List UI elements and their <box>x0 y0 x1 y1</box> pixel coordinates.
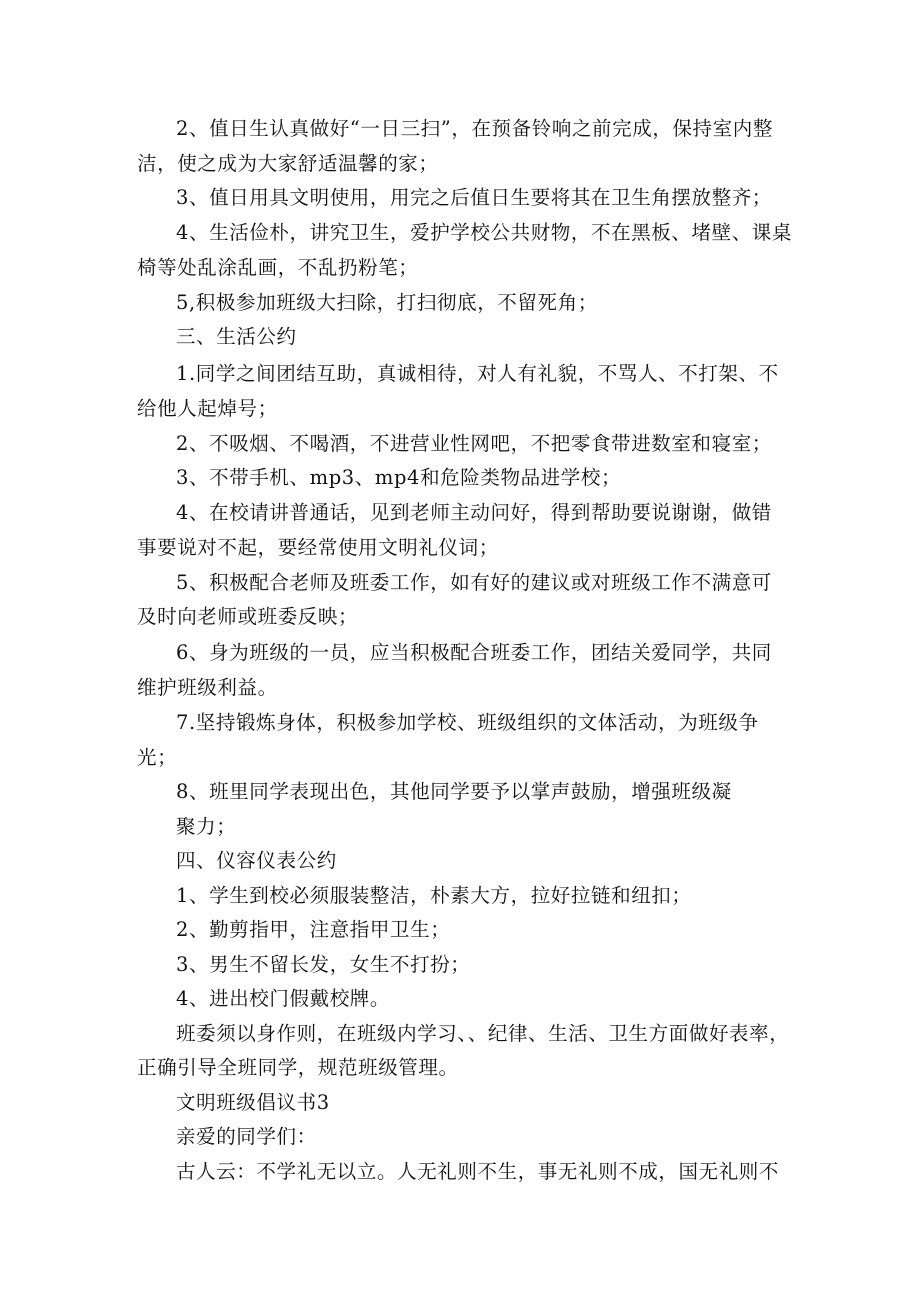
paragraph-line: 1、学生到校必须服装整洁，朴素大方，拉好拉链和纽扣； <box>176 884 692 907</box>
paragraph-line: 事要说对不起，要经常使用文明礼仪词； <box>137 536 499 559</box>
paragraph-line: 古人云：不学礼无以立。人无礼则不生，事无礼则不成，国无礼则不 <box>176 1160 780 1183</box>
paragraph-line: 给他人起焯号； <box>137 397 278 420</box>
paragraph-line: 6、身为班级的一员，应当积极配合班委工作，团结关爱同学，共同 <box>176 641 772 664</box>
paragraph-line: 4、生活俭朴，讲究卫生，爱护学校公共财物，不在黑板、堵壁、课桌 <box>176 221 793 244</box>
paragraph-line: 2、值日生认真做好“一日三扫”，在预备铃响之前完成，保持室内整 <box>176 117 773 140</box>
paragraph-line: 班委须以身作则，在班级内学习、、纪律、生活、卫生方面做好表率， <box>176 1022 790 1045</box>
paragraph-line: 及时向老师或班委反映； <box>137 605 359 628</box>
paragraph-line: 维护班级利益。 <box>137 676 278 699</box>
paragraph-line: 4、进出校门假戴校牌。 <box>176 987 391 1010</box>
paragraph-line: 1.同学之间团结互助，真诚相待，对人有礼貌，不骂人、不打架、不 <box>176 362 779 385</box>
paragraph-line: 8、班里同学表现出色，其他同学要予以掌声鼓励，增强班级凝 <box>176 780 732 803</box>
salutation: 亲爱的同学们： <box>176 1125 317 1148</box>
section-heading: 四、仪容仪表公约 <box>176 849 337 872</box>
document-title: 文明班级倡议书3 <box>176 1091 330 1114</box>
paragraph-line: 2、不吸烟、不喝酒，不进营业性网吧，不把零食带进数室和寝室； <box>176 432 772 455</box>
paragraph-line: 正确引导全班同学，规范班级管理。 <box>137 1056 459 1079</box>
paragraph-line: 5、积极配合老师及班委工作，如有好的建议或对班级工作不满意可 <box>176 571 772 594</box>
paragraph-line: 3、不带手机、mp3、mp4和危险类物品进学校； <box>176 466 622 489</box>
paragraph-line: 2、勤剪指甲，注意指甲卫生； <box>176 918 451 941</box>
section-heading: 三、生活公约 <box>176 325 297 348</box>
paragraph-line: 洁，使之成为大家舒适温馨的家； <box>137 152 439 175</box>
paragraph-line: 3、值日用具文明使用，用完之后值日生要将其在卫生角摆放整齐； <box>176 186 772 209</box>
paragraph-line: 4、在校请讲普通话，见到老师主动问好，得到帮助要说谢谢，做错 <box>176 501 772 524</box>
paragraph-line: 3、男生不留长发，女生不打扮； <box>176 953 471 976</box>
paragraph-line: 光； <box>137 746 178 769</box>
paragraph-line: 椅等处乱涂乱画，不乱扔粉笔； <box>137 256 419 279</box>
paragraph-line: 聚力； <box>176 815 237 838</box>
paragraph-line: 7.坚持锻炼身体，积极参加学校、班级组织的文体活动，为班级争 <box>176 711 759 734</box>
paragraph-line: 5,积极参加班级大扫除，打扫彻底，不留死角； <box>176 291 598 314</box>
